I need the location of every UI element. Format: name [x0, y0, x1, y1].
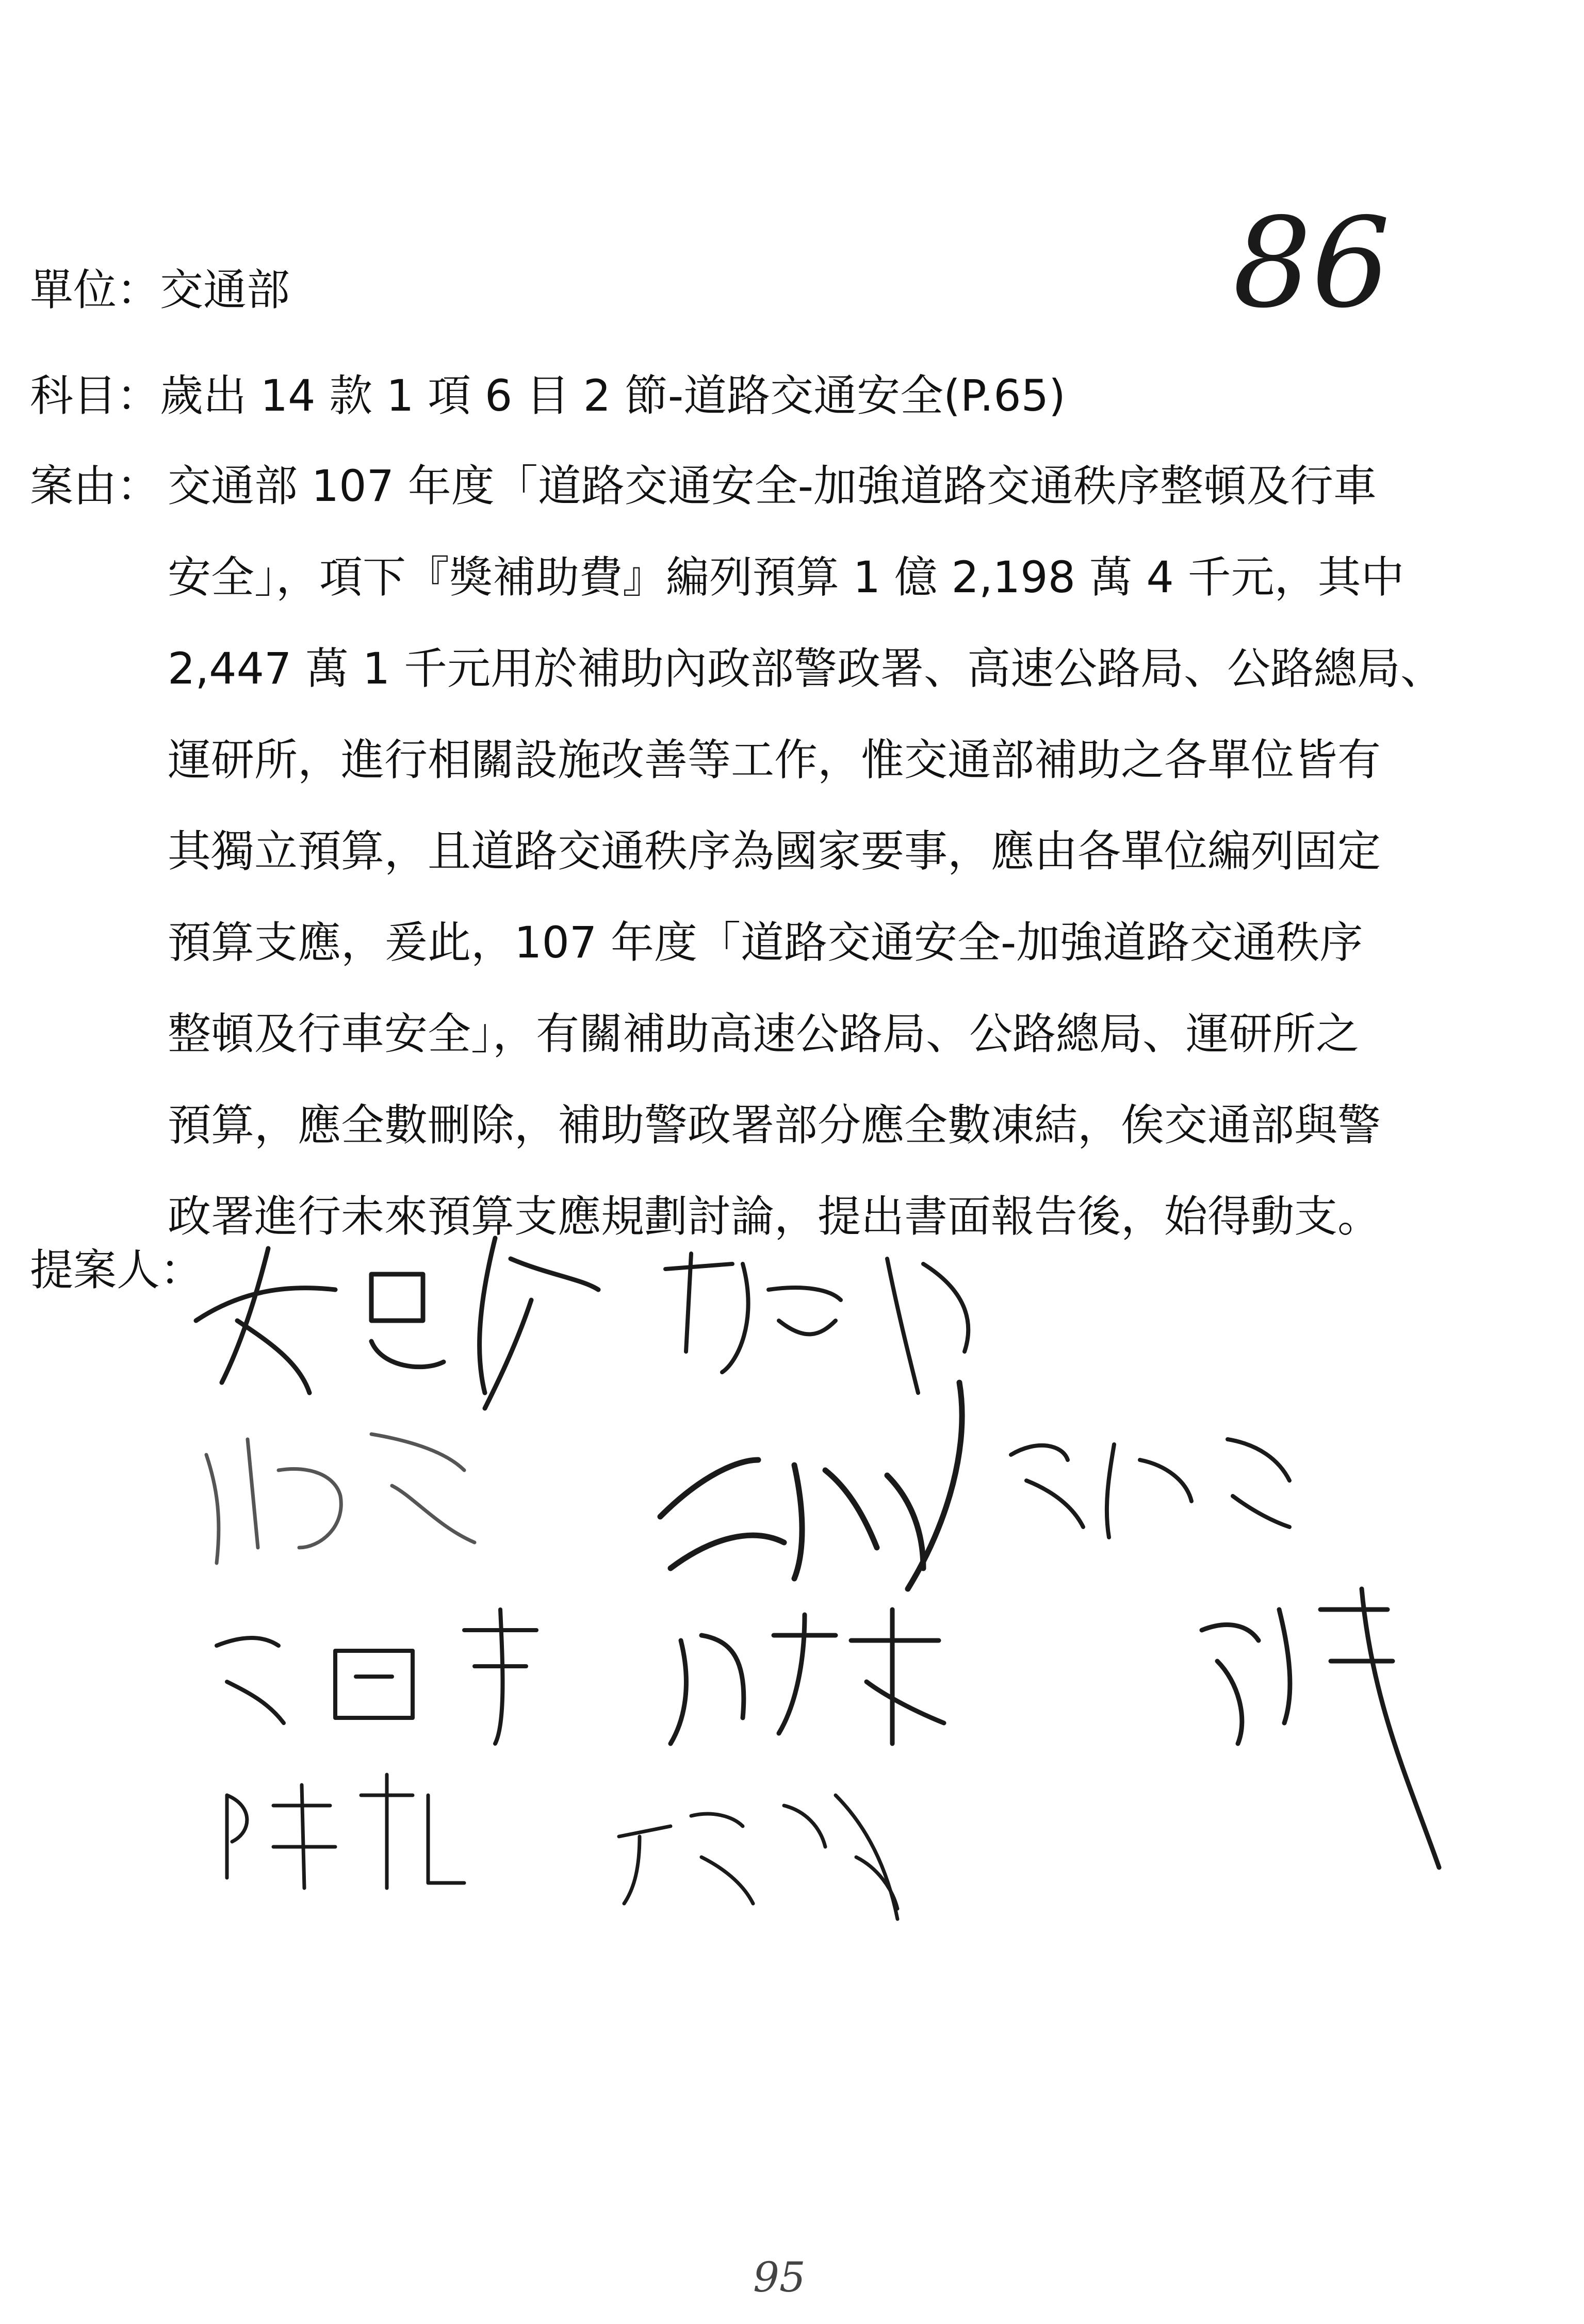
- handwritten-signature: [196, 1238, 598, 1408]
- subject-label: 科目：: [30, 370, 160, 421]
- handwritten-signature: [1011, 1439, 1289, 1537]
- proposer-label: 提案人：: [30, 1245, 204, 1295]
- handwritten-signature: [227, 1775, 464, 1888]
- subject-value: 歲出 14 款 1 項 6 目 2 節-道路交通安全(P.65): [160, 370, 1066, 421]
- handwritten-signature: [671, 1610, 944, 1744]
- reason-line: 運研所，進行相關設施改善等工作，惟交通部補助之各單位皆有: [168, 735, 1381, 785]
- unit-value: 交通部: [160, 265, 290, 315]
- page-number: 95: [753, 2253, 806, 2301]
- reason-line: 安全」，項下『獎補助費』編列預算 1 億 2,198 萬 4 千元，其中: [168, 552, 1405, 603]
- handwritten-signature: [619, 1795, 897, 1919]
- reason-line: 預算支應，爰此，107 年度「道路交通安全-加強道路交通秩序: [168, 917, 1363, 968]
- reason-line: 交通部 107 年度「道路交通安全-加強道路交通秩序整頓及行車: [168, 461, 1377, 511]
- reason-line: 2,447 萬 1 千元用於補助內政部警政署、高速公路局、公路總局、: [168, 643, 1444, 694]
- handwritten-signature: [665, 1254, 968, 1393]
- unit-label: 單位：: [30, 265, 160, 315]
- reason-line: 整頓及行車安全」，有關補助高速公路局、公路總局、運研所之: [168, 1009, 1360, 1059]
- handwritten-signature: [206, 1434, 475, 1563]
- handwritten-case-number: 86: [1233, 191, 1391, 335]
- reason-line: 其獨立預算，且道路交通秩序為國家要事，應由各單位編列固定: [168, 826, 1381, 876]
- reason-label: 案由：: [30, 461, 160, 511]
- handwritten-signature: [217, 1610, 536, 1744]
- handwritten-signature: [1202, 1589, 1439, 1867]
- handwritten-signature: [660, 1383, 962, 1589]
- reason-line: 預算，應全數刪除，補助警政署部分應全數凍結，俟交通部與警: [168, 1100, 1381, 1150]
- reason-line: 政署進行未來預算支應規劃討論，提出書面報告後，始得動支。: [168, 1191, 1381, 1242]
